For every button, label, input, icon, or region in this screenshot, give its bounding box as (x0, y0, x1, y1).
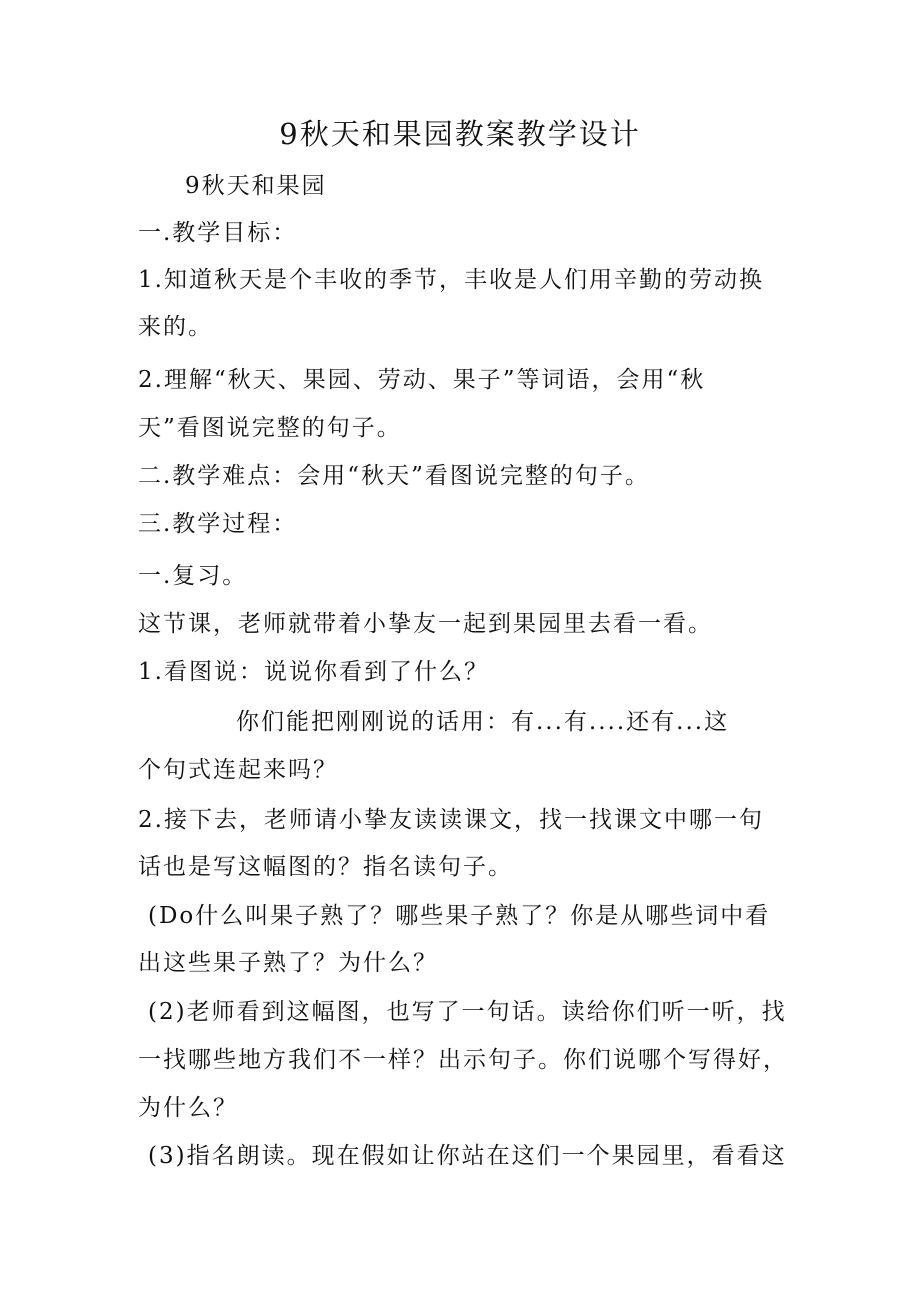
text-line: 1.知道秋天是个丰收的季节，丰收是人们用辛勤的劳动换 (138, 267, 764, 293)
text-line: 2.理解“秋天、果园、劳动、果子”等词语，会用“秋 (138, 367, 706, 393)
text-line: 你们能把刚刚说的话用：有...有....还有...这 (236, 709, 730, 735)
text-line: 为什么？ (138, 1095, 238, 1121)
text-line: 来的。 (138, 314, 213, 340)
document-title: 9秋天和果园教案教学设计 (279, 117, 641, 151)
text-line: 一.教学目标： (138, 220, 298, 246)
subtitle-line: 9秋天和果园 (185, 173, 327, 199)
text-line: (3)指名朗读。现在假如让你站在这们一个果园里，看看这 (148, 1143, 787, 1169)
text-line: (Do什么叫果子熟了？哪些果子熟了？你是从哪些词中看 (148, 903, 771, 929)
text-line: 二.教学难点：会用“秋天”看图说完整的句子。 (138, 463, 650, 489)
text-line: 一找哪些地方我们不一样？出示句子。你们说哪个写得好， (138, 1047, 788, 1073)
text-line: 1.看图说：说说你看到了什么？ (138, 659, 489, 685)
text-line: 这节课，老师就带着小挚友一起到果园里去看一看。 (138, 611, 713, 637)
text-line: 话也是写这幅图的？指名读句子。 (138, 854, 513, 880)
text-line: 天”看图说完整的句子。 (138, 415, 402, 441)
text-line: (2)老师看到这幅图，也写了一句话。读给你们听一听，找 (148, 999, 787, 1025)
text-line: 2.接下去，老师请小挚友读读课文，找一找课文中哪一句 (138, 807, 764, 833)
text-line: 出这些果子熟了？为什么？ (138, 950, 438, 976)
text-line: 个句式连起来吗？ (138, 757, 338, 783)
text-line: 三.教学过程： (138, 511, 298, 537)
text-line: 一.复习。 (138, 563, 248, 589)
